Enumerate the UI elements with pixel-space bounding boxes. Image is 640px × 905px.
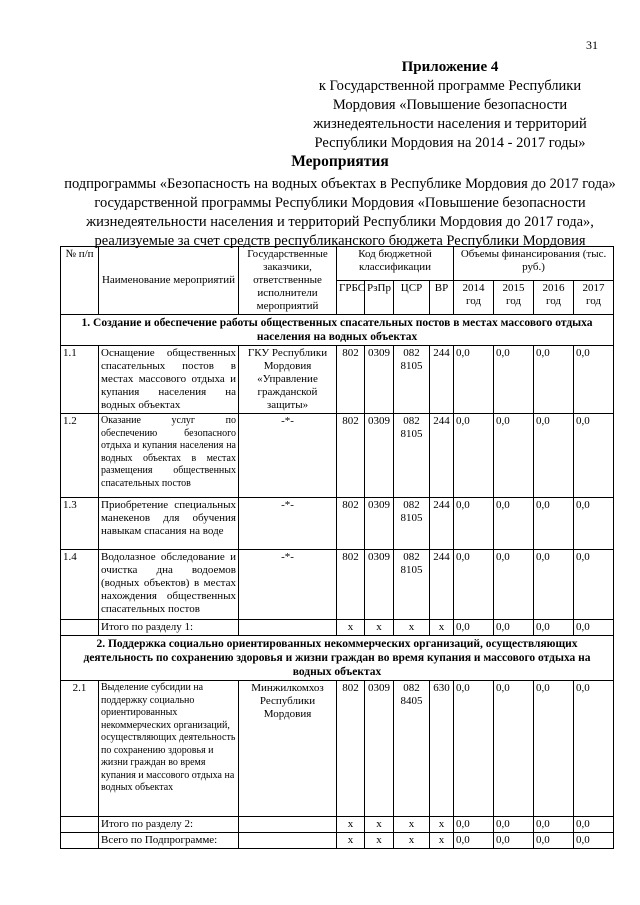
row-customer: -*- — [239, 498, 337, 550]
appendix-title: Приложение 4 — [401, 59, 499, 75]
header-2015: 2015 год — [494, 281, 534, 315]
empty-cell — [239, 620, 337, 636]
total-rzpr: x — [365, 817, 394, 833]
row-customer: ГКУ Республики Мордовия «Управление гражданской защиты» — [239, 346, 337, 414]
row-2017: 0,0 — [574, 681, 614, 817]
row-csr: 082 8105 — [394, 414, 430, 498]
row-customer: -*- — [239, 414, 337, 498]
empty-cell — [61, 817, 99, 833]
row-name: Выделение субсидии на поддержку социально ориентированных некоммерческих организаций, осуществляющих деятельность по сохранению здоровья и жизни граждан во время купания и массового отдыха на водных объектах — [99, 681, 239, 817]
appendix-block — [290, 58, 610, 153]
row-rzpr: 0309 — [365, 414, 394, 498]
grand-total-label: Всего по Подпрограмме: — [99, 833, 239, 849]
table-row — [61, 681, 614, 817]
row-name: Оказание услуг по обеспечению безопасного отдыха и купания населения на водных объектах в местах размещения общественных спасательных постов — [99, 414, 239, 498]
grand-total-2017: 0,0 — [574, 833, 614, 849]
row-num: 1.3 — [61, 498, 99, 550]
table-row — [61, 414, 614, 498]
measures-table — [60, 246, 614, 849]
row-2015: 0,0 — [494, 414, 534, 498]
grand-total-row — [61, 833, 614, 849]
total-label: Итого по разделу 1: — [99, 620, 239, 636]
appendix-line: жизнедеятельности населения и территорий — [313, 116, 587, 132]
row-num: 1.2 — [61, 414, 99, 498]
header-num: № п/п — [61, 247, 99, 315]
row-grbs: 802 — [337, 346, 365, 414]
row-vr: 244 — [430, 346, 454, 414]
row-2016: 0,0 — [534, 346, 574, 414]
section-row — [61, 315, 614, 346]
total-grbs: x — [337, 620, 365, 636]
grand-total-csr: x — [394, 833, 430, 849]
row-2017: 0,0 — [574, 414, 614, 498]
total-2017: 0,0 — [574, 817, 614, 833]
table-row — [61, 550, 614, 620]
grand-total-2015: 0,0 — [494, 833, 534, 849]
row-2016: 0,0 — [534, 550, 574, 620]
row-csr: 082 8105 — [394, 498, 430, 550]
header-2016: 2016 год — [534, 281, 574, 315]
total-2014: 0,0 — [454, 817, 494, 833]
grand-total-2014: 0,0 — [454, 833, 494, 849]
row-2014: 0,0 — [454, 681, 494, 817]
row-grbs: 802 — [337, 681, 365, 817]
row-rzpr: 0309 — [365, 550, 394, 620]
row-csr: 082 8105 — [394, 550, 430, 620]
row-csr: 082 8405 — [394, 681, 430, 817]
row-rzpr: 0309 — [365, 681, 394, 817]
total-row — [61, 817, 614, 833]
grand-total-2016: 0,0 — [534, 833, 574, 849]
row-num: 2.1 — [61, 681, 99, 817]
total-csr: x — [394, 817, 430, 833]
row-2014: 0,0 — [454, 498, 494, 550]
row-2017: 0,0 — [574, 346, 614, 414]
row-num: 1.4 — [61, 550, 99, 620]
row-customer: -*- — [239, 550, 337, 620]
empty-cell — [61, 620, 99, 636]
row-rzpr: 0309 — [365, 346, 394, 414]
row-2015: 0,0 — [494, 681, 534, 817]
row-grbs: 802 — [337, 498, 365, 550]
header-2017: 2017 год — [574, 281, 614, 315]
empty-cell — [61, 833, 99, 849]
header-csr: ЦСР — [394, 281, 430, 315]
header-rzpr: РзПр — [365, 281, 394, 315]
row-name: Водолазное обследование и очистка дна водоемов (водных объектов) в местах нахождения общественных спасательных постов — [99, 550, 239, 620]
appendix-line: к Государственной программе Республики — [318, 78, 582, 94]
empty-cell — [239, 817, 337, 833]
total-2015: 0,0 — [494, 817, 534, 833]
total-csr: x — [394, 620, 430, 636]
page-number: 31 — [586, 38, 598, 52]
row-2016: 0,0 — [534, 414, 574, 498]
row-grbs: 802 — [337, 550, 365, 620]
document-heading — [60, 152, 620, 251]
total-rzpr: x — [365, 620, 394, 636]
grand-total-grbs: x — [337, 833, 365, 849]
row-2016: 0,0 — [534, 498, 574, 550]
total-2015: 0,0 — [494, 620, 534, 636]
row-vr: 244 — [430, 498, 454, 550]
table-row — [61, 346, 614, 414]
row-2014: 0,0 — [454, 550, 494, 620]
row-vr: 244 — [430, 414, 454, 498]
row-num: 1.1 — [61, 346, 99, 414]
section-2-title: 2. Поддержка социально ориентированных некоммерческих организаций, осуществляющих деятельность по сохранению здоровья и жизни граждан во время купания и массового отдыха на водных объектах — [61, 636, 614, 681]
row-2014: 0,0 — [454, 414, 494, 498]
grand-total-vr: x — [430, 833, 454, 849]
appendix-line: Республики Мордовия на 2014 - 2017 годы» — [314, 135, 586, 151]
total-2014: 0,0 — [454, 620, 494, 636]
total-label: Итого по разделу 2: — [99, 817, 239, 833]
row-rzpr: 0309 — [365, 498, 394, 550]
header-funding: Объемы финансирования (тыс. руб.) — [454, 247, 614, 281]
appendix-line: Мордовия «Повышение безопасности — [332, 97, 568, 113]
document-title: Мероприятия — [291, 153, 389, 170]
total-2017: 0,0 — [574, 620, 614, 636]
header-row — [61, 247, 614, 281]
row-name: Приобретение специальных манекенов для обучения навыкам спасания на воде — [99, 498, 239, 550]
total-grbs: x — [337, 817, 365, 833]
total-2016: 0,0 — [534, 817, 574, 833]
row-2014: 0,0 — [454, 346, 494, 414]
row-grbs: 802 — [337, 414, 365, 498]
table-row — [61, 498, 614, 550]
row-csr: 082 8105 — [394, 346, 430, 414]
section-1-title: 1. Создание и обеспечение работы общественных спасательных постов в местах массового отдыха населения на водных объектах — [61, 315, 614, 346]
row-2015: 0,0 — [494, 498, 534, 550]
section-row — [61, 636, 614, 681]
row-2016: 0,0 — [534, 681, 574, 817]
header-customer: Государственные заказчики, ответственные исполнители мероприятий — [239, 247, 337, 315]
total-vr: x — [430, 817, 454, 833]
row-vr: 630 — [430, 681, 454, 817]
header-2014: 2014 год — [454, 281, 494, 315]
row-vr: 244 — [430, 550, 454, 620]
row-name: Оснащение общественных спасательных постов в местах массового отдыха и купания населения на водных объектах — [99, 346, 239, 414]
header-name: Наименование мероприятий — [99, 247, 239, 315]
header-grbs: ГРБС — [337, 281, 365, 315]
row-2015: 0,0 — [494, 346, 534, 414]
grand-total-rzpr: x — [365, 833, 394, 849]
empty-cell — [239, 833, 337, 849]
total-vr: x — [430, 620, 454, 636]
header-vr: ВР — [430, 281, 454, 315]
total-2016: 0,0 — [534, 620, 574, 636]
document-subtitle: подпрограммы «Безопасность на водных объектах в Республике Мордовия до 2017 года» государственной программы Республики Мордовия «Повышение безопасности жизнедеятельности населения и территорий Республики Мордовия до 2017 года», реализуемые за счет средств республиканского бюджета Республики Мордовия — [64, 176, 616, 249]
row-2017: 0,0 — [574, 550, 614, 620]
total-row — [61, 620, 614, 636]
row-2017: 0,0 — [574, 498, 614, 550]
row-2015: 0,0 — [494, 550, 534, 620]
header-budget-code: Код бюджетной классификации — [337, 247, 454, 281]
row-customer: Минжилкомхоз Республики Мордовия — [239, 681, 337, 817]
